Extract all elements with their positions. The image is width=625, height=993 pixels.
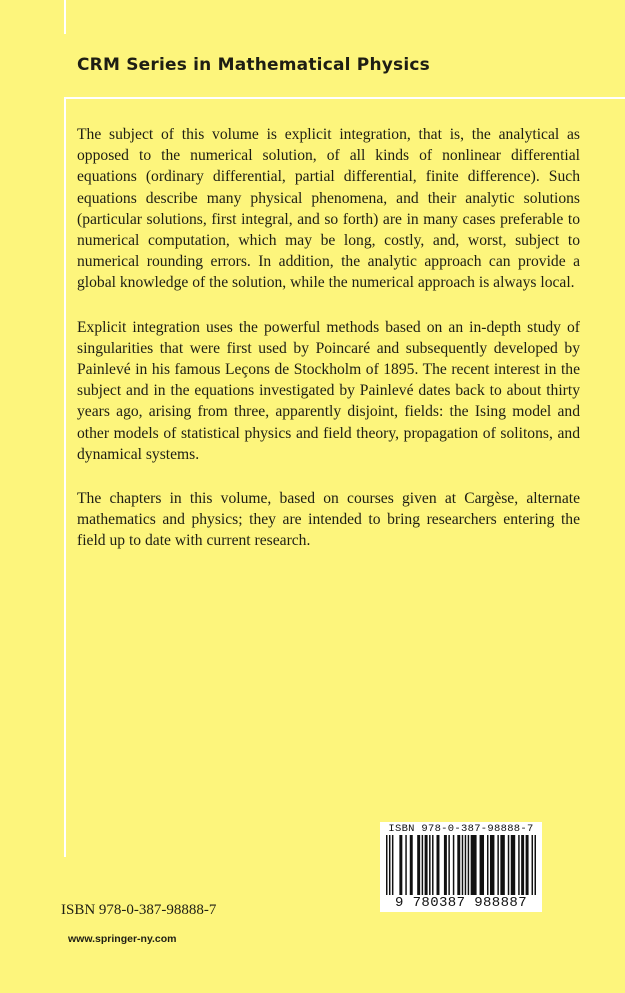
barcode-bar: [410, 835, 413, 895]
blurb-paragraph-1: The subject of this volume is explicit integration, that is, the analytical as opposed to the numerical solution, of all kinds of nonlinear differential equations (ordinary differential, partial differential, finite difference). Such equations describe many physical phenomena, and their analytic solutions (particular solutions, first integral, and so forth) are in many cases preferable to numerical computation, which may be long, costly, and, worst, subject to numerical rounding errors. In addition, the analytic approach can provide a global knowledge of the solution, while the numerical approach is always local.: [77, 126, 580, 292]
barcode-bar: [471, 835, 477, 895]
barcode-bar: [500, 835, 504, 895]
barcode-bar: [405, 835, 406, 895]
blurb-text: [77, 124, 580, 575]
barcode-bar: [448, 835, 449, 895]
barcode-bar: [462, 835, 463, 895]
barcode-bar: [511, 835, 515, 895]
footer-isbn: ISBN 978-0-387-98888-7: [61, 902, 217, 918]
barcode-bar: [399, 835, 402, 895]
barcode-bar: [386, 835, 387, 895]
barcode-bar: [444, 835, 447, 895]
horizontal-rule: [64, 97, 625, 99]
barcode-bar: [526, 835, 529, 895]
barcode-icon: [386, 835, 536, 895]
barcode-bar: [490, 835, 494, 895]
barcode-panel: [380, 822, 542, 912]
barcode-number: 9 780387 988887: [394, 895, 528, 911]
barcode-bar: [487, 835, 488, 895]
top-vertical-rule: [64, 0, 66, 34]
series-title: CRM Series in Mathematical Physics: [77, 55, 430, 75]
left-vertical-rule: [64, 97, 66, 857]
barcode-bar: [465, 835, 466, 895]
barcode-bar: [535, 835, 536, 895]
publisher-website: www.springer-ny.com: [68, 933, 177, 945]
blurb-paragraph-2: Explicit integration uses the powerful methods based on an in-depth study of singularities that were first used by Poincaré and subsequently developed by Painlevé in his famous Leçons de Stockholm of 1895. The recent interest in the subject and in the equations investigated by Painlevé dates back to about thirty years ago, arising from three, apparently disjoint, fields: the Ising model and other models of statistical physics and field theory, propagation of solitons, and dynamical systems.: [77, 318, 580, 463]
barcode-bar: [389, 835, 390, 895]
barcode-bar: [497, 835, 498, 895]
barcode-bar: [457, 835, 460, 895]
barcode-bar: [453, 835, 454, 895]
barcode-bar: [468, 835, 469, 895]
barcode-bar: [521, 835, 524, 895]
barcode-bar: [480, 835, 484, 895]
barcode-bar: [532, 835, 533, 895]
barcode-bar: [425, 835, 428, 895]
barcode-bar: [417, 835, 420, 895]
barcode-bar: [392, 835, 393, 895]
barcode-bar: [429, 835, 430, 895]
barcode-bar: [437, 835, 440, 895]
barcode-isbn-label: ISBN 978-0-387-98888-7: [388, 823, 534, 835]
barcode-bar: [518, 835, 519, 895]
barcode-bar: [422, 835, 423, 895]
blurb-paragraph-3: The chapters in this volume, based on courses given at Cargèse, alternate mathematics and physics; they are intended to bring researchers entering the field up to date with current research.: [77, 490, 580, 550]
barcode-bar: [508, 835, 509, 895]
barcode-bar: [432, 835, 433, 895]
